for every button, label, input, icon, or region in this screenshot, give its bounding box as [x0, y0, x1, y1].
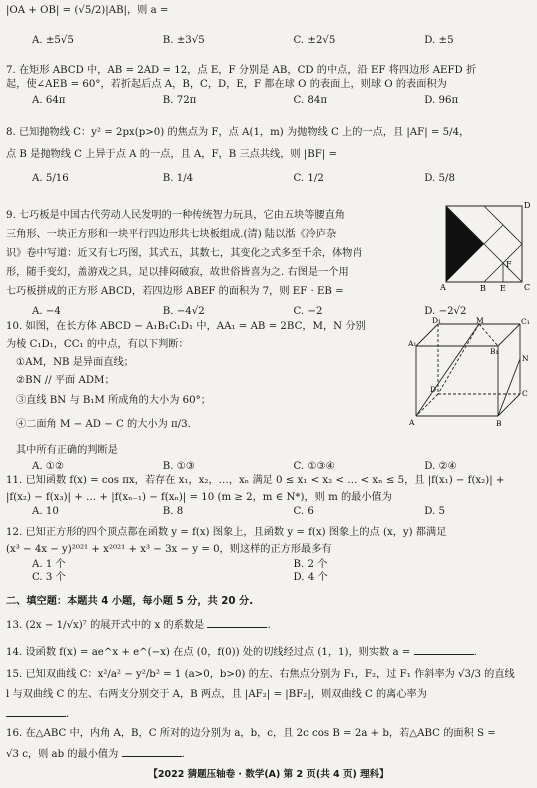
- tangram-shaded-triangle: [446, 206, 484, 282]
- question-12: [6, 526, 529, 585]
- question-9-line-2: 三角形、一块正方形和一块平行四边形共七块板组成.(清) 陆以湉《冷庐杂: [6, 229, 337, 240]
- label-n: N: [522, 354, 529, 363]
- question-8: [6, 126, 529, 185]
- question-12-options-row-2: [6, 571, 529, 585]
- question-12-options-row-1: [6, 558, 529, 572]
- question-16-line-2: √3 c，则 ab 的最小值为: [6, 748, 119, 760]
- question-10-prompt: 其中所有正确的判断是: [16, 445, 118, 456]
- question-7-line-1: 7. 在矩形 ABCD 中，AB = 2AD = 12，点 E，F 分别是 AB，CD 的中点，沿 EF 将四边形 AEFD 折: [6, 65, 477, 76]
- question-10-line-1: 10. 如图，在长方体 ABCD − A₁B₁C₁D₁ 中，AA₁ = AB = 2BC，M，N 分别: [6, 321, 366, 332]
- question-9-line-3: 识》卷中写道：近又有七巧图，其式五，其数七，其变化之式多至千余，体物肖: [6, 248, 363, 259]
- option-b: B. ±3√5: [162, 34, 205, 46]
- question-7-line-2: 起，使∠AEB = 60°，若折起后点 A，B，C，D，E，F 都在球 O 的表面上，则球 O 的表面积为: [6, 78, 447, 90]
- option-a: A. ①②: [32, 461, 65, 472]
- label-f: F: [506, 260, 512, 269]
- option-a: A. −4: [32, 306, 61, 317]
- question-15-line-1: 15. 已知双曲线 C：x²/a² − y²/b² = 1 (a>0，b>0) 的左、右焦点分别为 F₁，F₂，过 F₁ 作斜率为 √3/3 的直线: [6, 669, 515, 680]
- question-9-line-1: 9. 七巧板是中国古代劳动人民发明的一种传统智力玩具，它由五块等腰直角: [6, 210, 345, 221]
- tangram-edge: [484, 263, 503, 282]
- judgement-4: ④二面角 M − AD − C 的大小为 π/3.: [16, 419, 191, 430]
- question-8-line-2: 点 B 是抛物线 C 上异于点 A 的一点，且 A，F，B 三点共线，则 |BF| =: [6, 148, 338, 160]
- tangram-figure: [440, 200, 532, 292]
- label-m: M: [476, 316, 484, 325]
- option-b: B. 72π: [162, 94, 197, 106]
- question-9-line-4: 形，随手变幻，盖游戏之具，足以排闷破寂，故世俗皆喜为之. 右图是一个用: [6, 267, 349, 278]
- label-a1: A₁: [408, 339, 417, 348]
- label-e: E: [500, 284, 506, 292]
- question-13: 13. (2x − 1/√x)⁷ 的展开式中的 x 的系数是 .: [6, 617, 529, 633]
- option-d: D. −2√2: [424, 306, 467, 317]
- section-2-heading: 二、填空题：本题共 4 小题，每小题 5 分，共 20 分.: [6, 596, 254, 607]
- option-d: D. 5/8: [424, 172, 455, 184]
- label-a: A: [409, 418, 415, 427]
- option-c: C. 84π: [293, 94, 328, 106]
- option-b: B. −4√2: [162, 306, 205, 317]
- tangram-edge: [484, 225, 503, 244]
- page-footer: 【2022 猜题压轴卷 · 数学(A) 第 2 页(共 4 页) 理科】: [148, 769, 389, 781]
- answer-blank[interactable]: [6, 706, 66, 717]
- option-b: B. 8: [162, 505, 184, 517]
- question-16: 16. 在△ABC 中，内角 A，B，C 所对的边分别为 a，b，c，且 2c cos B = 2a + b，若△ABC 的面积 S = √3 c，则 ab 的最小值为 .: [6, 727, 529, 762]
- option-c: C. 6: [293, 505, 314, 517]
- label-b: B: [480, 284, 486, 292]
- question-7-options: [6, 94, 529, 108]
- question-10-options: [6, 460, 529, 474]
- option-c: C. ±2√5: [293, 34, 336, 46]
- question-8-options: [6, 172, 529, 186]
- question-8-line-1: 8. 已知抛物线 C：y² = 2px(p>0) 的焦点为 F，点 A(1，m) 为抛物线 C 上的一点，且 |AF| = 5/4，: [6, 127, 470, 138]
- answer-blank[interactable]: [207, 617, 267, 628]
- question-11-line-2: |f(x₂) − f(x₃)| + … + |f(xₙ₋₁) − f(xₙ)| = 10 (m ≥ 2，m ∈ N*)，则 m 的最小值为: [6, 491, 392, 503]
- option-a: A. 5/16: [32, 172, 69, 184]
- label-c: C: [524, 283, 531, 292]
- label-c1: C₁: [521, 317, 530, 326]
- question-9-line-5: 七巧板拼成的正方形 ABCD，若四边形 ABEF 的面积为 7，则 EF · EB =: [6, 286, 344, 297]
- question-15-line-2: l 与双曲线 C 的左、右两支分别交于 A，B 两点，且 |AF₂| = |BF₂|，则双曲线 C 的离心率为: [6, 688, 427, 700]
- question-7: [6, 64, 529, 107]
- option-b: B. ①③: [162, 461, 195, 472]
- option-a: A. 10: [32, 505, 59, 517]
- label-d: D: [524, 201, 531, 210]
- option-d: D. 4 个: [293, 572, 328, 584]
- option-b: B. 1/4: [162, 172, 194, 184]
- option-a: A. 64π: [32, 94, 66, 106]
- question-15: 15. 已知双曲线 C：x²/a² − y²/b² = 1 (a>0，b>0) 的左、右焦点分别为 F₁，F₂，过 F₁ 作斜率为 √3/3 的直线 l 与双曲线 C 的左、右两支分别交于 A，B 两点，且 |AF₂| = |BF₂|，则双曲线 C 的离心率为 .: [6, 668, 529, 721]
- question-11-options: [6, 505, 529, 519]
- judgement-1: ①AM，NB 是异面直线；: [16, 357, 134, 368]
- option-a: A. ±5√5: [32, 34, 74, 46]
- label-d1: D₁: [432, 316, 442, 325]
- answer-blank[interactable]: [414, 644, 474, 655]
- question-9-text: [6, 206, 436, 301]
- question-6-options: [6, 34, 529, 48]
- label-b: B: [496, 419, 502, 428]
- option-c: C. 1/2: [293, 172, 324, 184]
- question-12-line-1: 12. 已知正方形的四个顶点都在函数 y = f(x) 图象上，且函数 y = f(x) 图象上的点 (x，y) 都满足: [6, 527, 447, 538]
- question-11: [6, 474, 529, 518]
- option-c: C. 3 个: [32, 572, 66, 584]
- label-a: A: [440, 283, 446, 292]
- question-11-line-1: 11. 已知函数 f(x) = cos πx，若存在 x₁，x₂，…，xₙ 满足 0 ≤ x₁ < x₂ < … < xₙ ≤ 5，且 |f(x₁) − f(x₂)| +: [6, 475, 505, 486]
- option-b: B. 2 个: [293, 558, 328, 570]
- option-d: D. 5: [424, 505, 446, 517]
- question-14: 14. 设函数 f(x) = ae^x + e^(−x) 在点 (0，f(0)) 处的切线经过点 (1，1)，则实数 a = .: [6, 644, 529, 660]
- answer-blank[interactable]: [122, 746, 182, 757]
- question-13-text: 13. (2x − 1/√x)⁷ 的展开式中的 x 的系数是: [6, 620, 205, 631]
- judgement-2: ②BN // 平面 ADM；: [16, 375, 115, 386]
- label-d: D: [430, 385, 437, 394]
- option-d: D. 96π: [424, 94, 459, 106]
- cuboid-figure: [408, 316, 532, 428]
- label-c: C: [522, 389, 528, 398]
- option-d: D. ±5: [424, 34, 454, 46]
- question-10-line-2: 为棱 C₁D₁，CC₁ 的中点，有以下判断：: [6, 339, 189, 350]
- option-a: A. 1 个: [32, 558, 66, 570]
- judgement-3: ③直线 BN 与 B₁M 所成角的大小为 60°；: [16, 395, 211, 406]
- option-d: D. ②④: [424, 461, 457, 472]
- question-6: [6, 4, 529, 48]
- label-b1: B₁: [490, 347, 499, 356]
- question-12-line-2: (x³ − 4x − y)²⁰²¹ + x²⁰²¹ + x³ − 3x − y = 0，则这样的正方形最多有: [6, 543, 332, 555]
- question-6-text: |OA + OB| = (√5/2)|AB|，则 a =: [6, 5, 169, 16]
- question-14-text: 14. 设函数 f(x) = ae^x + e^(−x) 在点 (0，f(0)) 处的切线经过点 (1，1)，则实数 a =: [6, 647, 411, 658]
- option-c: C. ①③④: [293, 461, 335, 472]
- question-16-line-1: 16. 在△ABC 中，内角 A，B，C 所对的边分别为 a，b，c，且 2c cos B = 2a + b，若△ABC 的面积 S =: [6, 728, 496, 739]
- option-c: C. −2: [293, 306, 323, 317]
